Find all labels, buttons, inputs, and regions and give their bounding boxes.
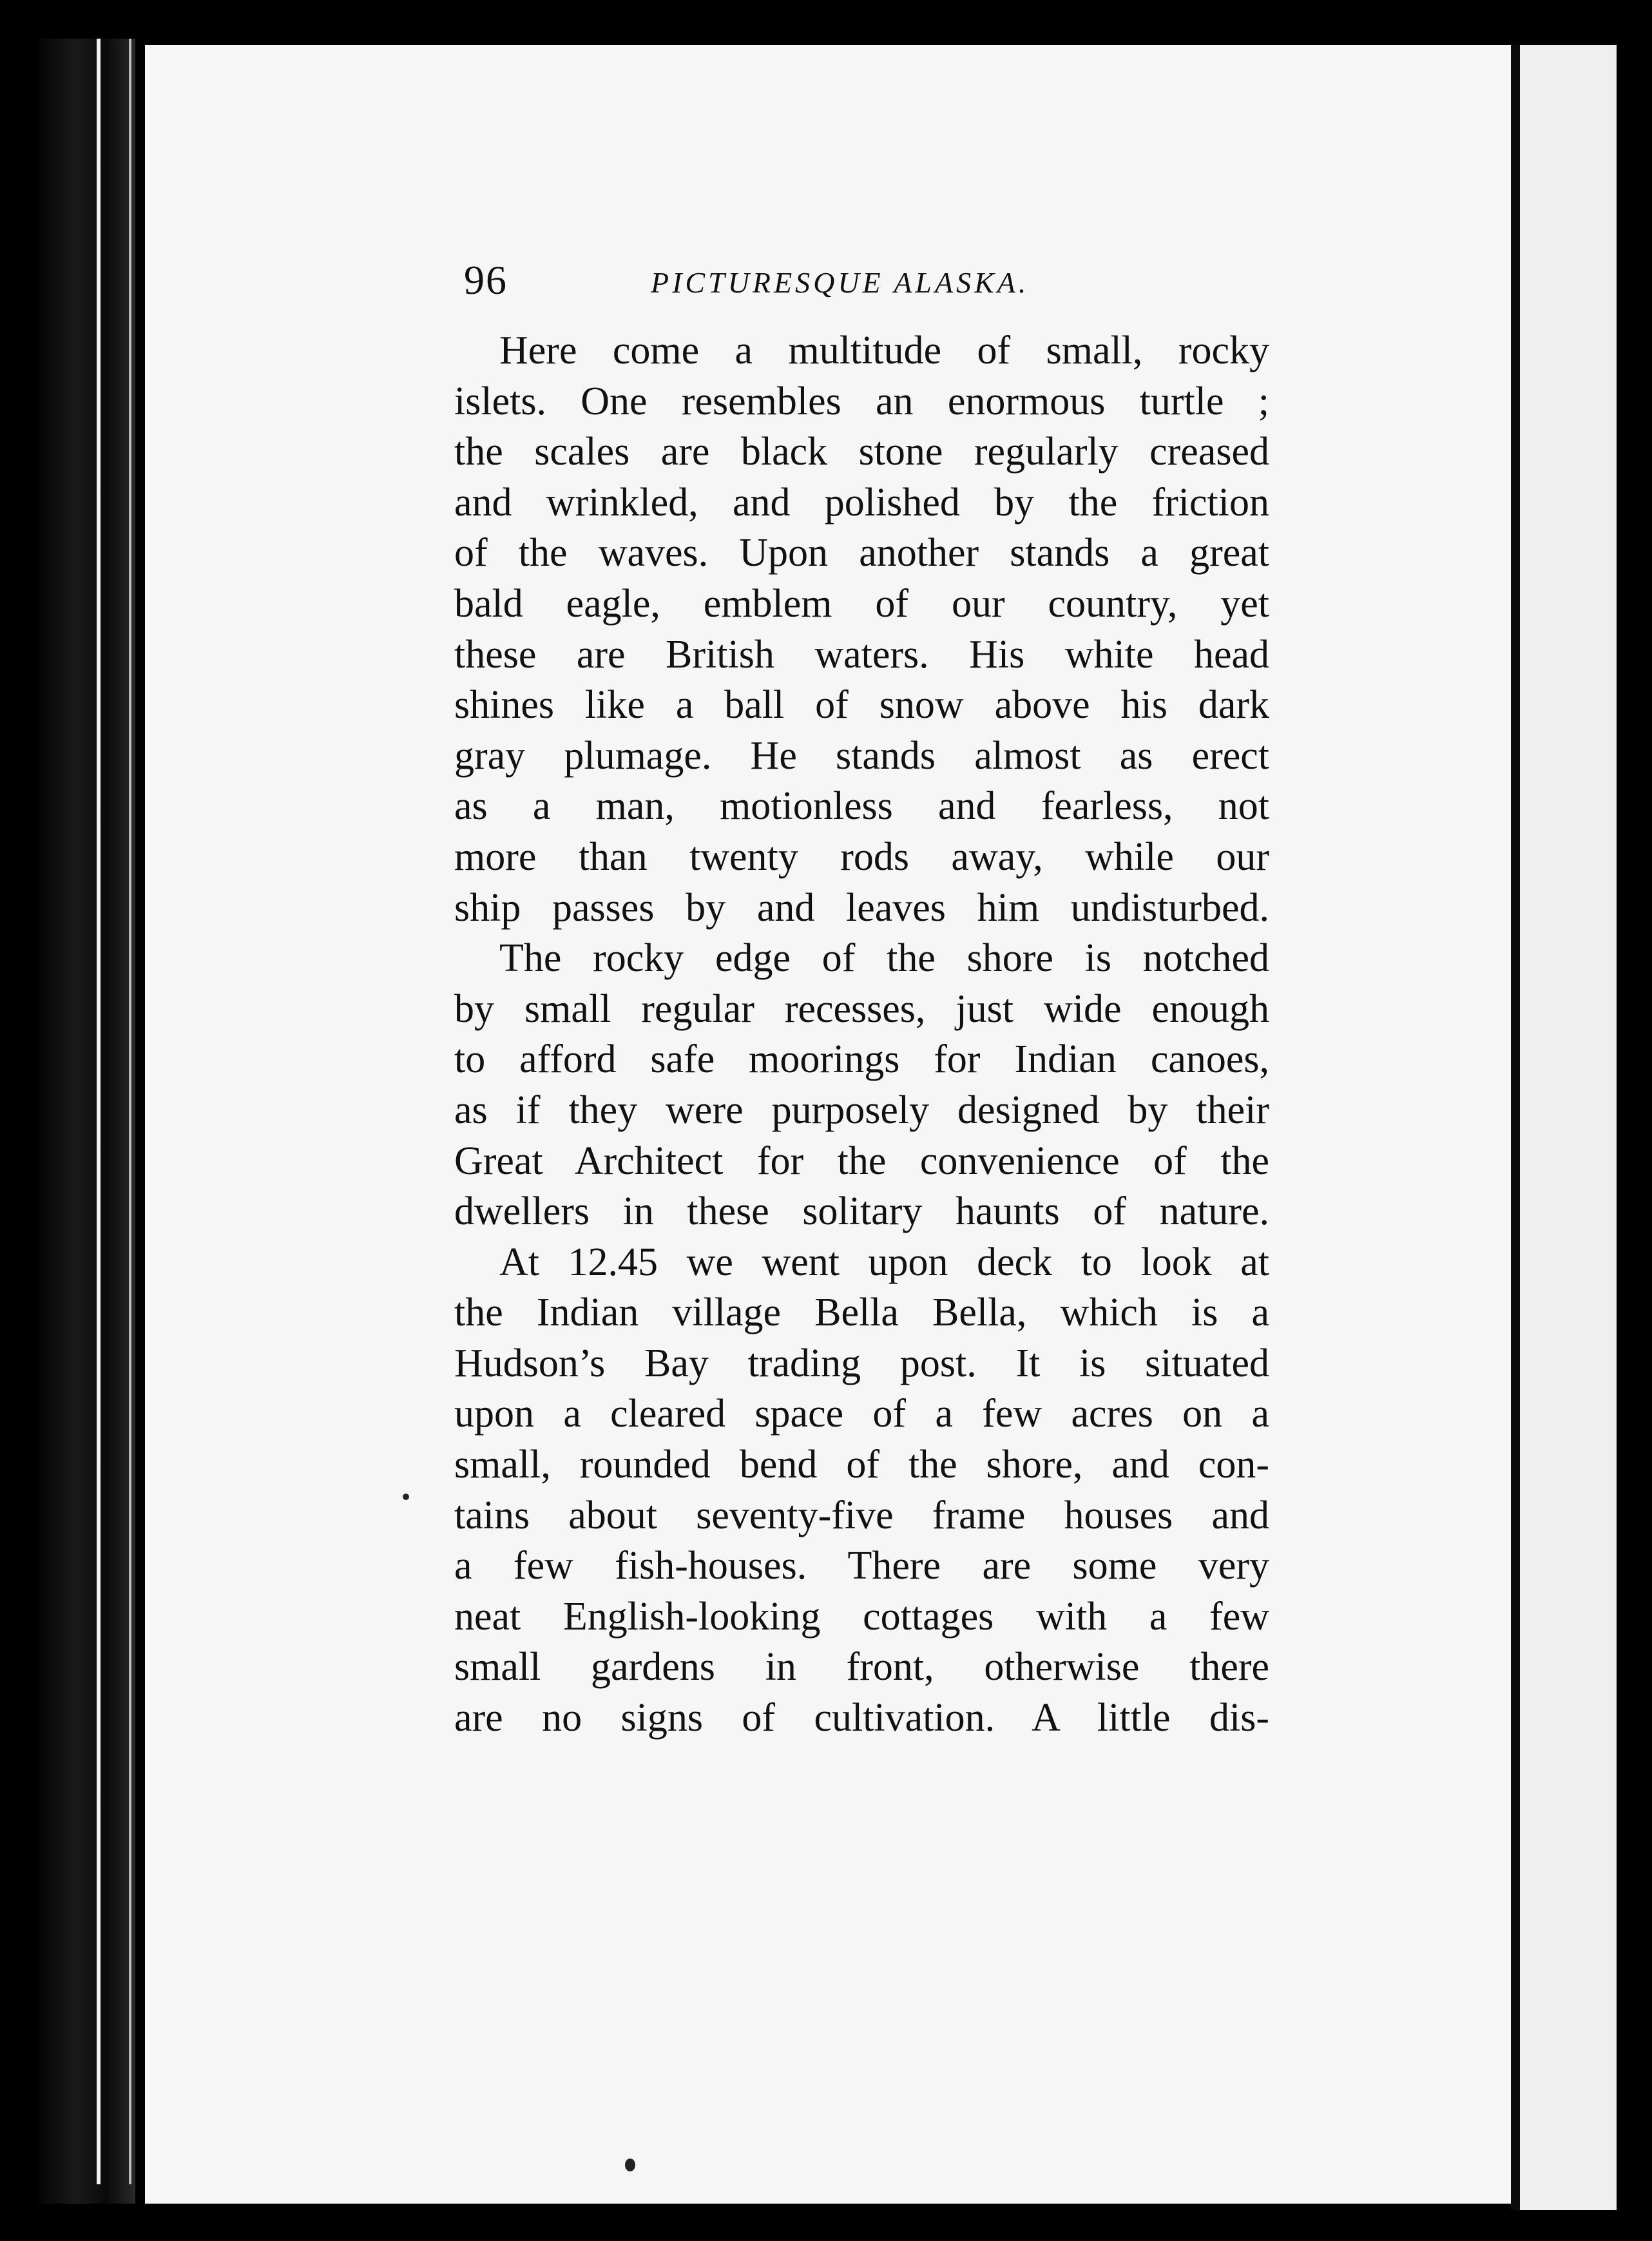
scan-speck bbox=[403, 1494, 409, 1500]
text-line: The rocky edge of the shore is notched bbox=[499, 936, 1269, 981]
scan-speck bbox=[625, 2159, 635, 2171]
book-spine bbox=[39, 39, 135, 2204]
spine-highlight-line bbox=[97, 39, 101, 2184]
text-line: Great Architect for the convenience of the bbox=[454, 1139, 1269, 1183]
text-line: At 12.45 we went upon deck to look at bbox=[499, 1240, 1269, 1284]
text-line: of the waves. Upon another stands a great bbox=[454, 531, 1269, 575]
text-line: a few fish-houses. There are some very bbox=[454, 1544, 1269, 1588]
spine-highlight-line bbox=[129, 39, 131, 2184]
text-line: neat English-looking cottages with a few bbox=[454, 1594, 1269, 1639]
text-line: small gardens in front, otherwise there bbox=[454, 1645, 1269, 1689]
text-line: Hudson’s Bay trading post. It is situated bbox=[454, 1341, 1269, 1385]
text-line: tains about seventy-five frame houses and bbox=[454, 1493, 1269, 1537]
text-line: ship passes by and leaves him undisturbed. bbox=[454, 885, 1269, 930]
text-line: bald eagle, emblem of our country, yet bbox=[454, 581, 1269, 626]
page-number: 96 bbox=[464, 257, 508, 303]
facing-page-edge bbox=[1511, 45, 1520, 2210]
text-line: the Indian village Bella Bella, which is a bbox=[454, 1291, 1269, 1335]
text-line: more than twenty rods away, while our bbox=[454, 834, 1269, 879]
text-line: to afford safe moorings for Indian canoes, bbox=[454, 1037, 1269, 1082]
text-line: small, rounded bend of the shore, and con- bbox=[454, 1443, 1269, 1487]
scan-top-border bbox=[0, 0, 1652, 45]
text-line: Here come a multitude of small, rocky bbox=[499, 329, 1269, 372]
running-title: PICTURESQUE ALASKA. bbox=[651, 266, 1030, 299]
text-line: are no signs of cultivation. A little dis- bbox=[454, 1696, 1269, 1740]
text-line: as a man, motionless and fearless, not bbox=[454, 784, 1269, 829]
text-line: and wrinkled, and polished by the friction bbox=[454, 480, 1269, 524]
text-line: by small regular recesses, just wide enough bbox=[454, 986, 1269, 1031]
page-header bbox=[464, 256, 1108, 308]
text-line: gray plumage. He stands almost as erect bbox=[454, 733, 1269, 778]
text-line: islets. One resembles an enormous turtle ; bbox=[454, 379, 1269, 423]
text-line: dwellers in these solitary haunts of nature. bbox=[454, 1189, 1269, 1234]
facing-page bbox=[1520, 45, 1617, 2210]
text-line: as if they were purposely designed by their bbox=[454, 1088, 1269, 1132]
text-line: these are British waters. His white head bbox=[454, 632, 1269, 677]
text-line: upon a cleared space of a few acres on a bbox=[454, 1392, 1269, 1436]
text-line: shines like a ball of snow above his dark bbox=[454, 683, 1269, 727]
body-text bbox=[454, 325, 1269, 1744]
text-line: the scales are black stone regularly creased bbox=[454, 430, 1269, 474]
